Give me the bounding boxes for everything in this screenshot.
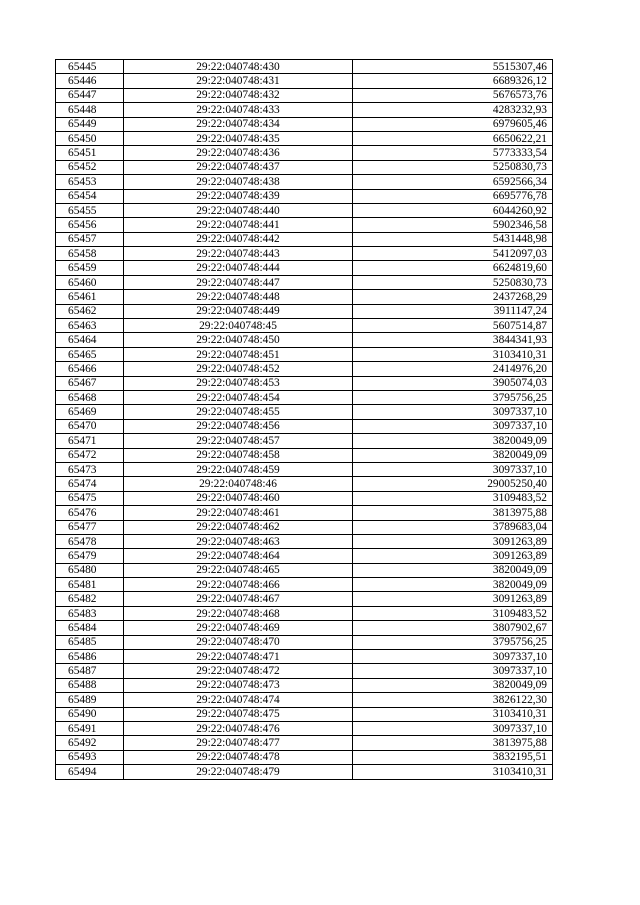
cadastral-value-cell: 5902346,58 <box>353 218 553 232</box>
row-number-cell: 65479 <box>56 549 124 563</box>
cadastral-value-cell: 29005250,40 <box>353 477 553 491</box>
row-number-cell: 65457 <box>56 232 124 246</box>
row-number-cell: 65466 <box>56 362 124 376</box>
table-row <box>56 750 553 764</box>
table-row <box>56 131 553 145</box>
row-number-cell: 65488 <box>56 678 124 692</box>
cadastral-number-cell: 29:22:040748:468 <box>124 606 353 620</box>
cadastral-number-cell: 29:22:040748:478 <box>124 750 353 764</box>
cadastral-number-cell: 29:22:040748:454 <box>124 390 353 404</box>
row-number-cell: 65487 <box>56 664 124 678</box>
cadastral-number-cell: 29:22:040748:45 <box>124 319 353 333</box>
cadastral-number-cell: 29:22:040748:444 <box>124 261 353 275</box>
row-number-cell: 65465 <box>56 347 124 361</box>
table-row <box>56 304 553 318</box>
cadastral-number-cell: 29:22:040748:461 <box>124 506 353 520</box>
cadastral-number-cell: 29:22:040748:456 <box>124 419 353 433</box>
cadastral-number-cell: 29:22:040748:460 <box>124 491 353 505</box>
table-row <box>56 362 553 376</box>
cadastral-number-cell: 29:22:040748:432 <box>124 88 353 102</box>
row-number-cell: 65491 <box>56 721 124 735</box>
row-number-cell: 65454 <box>56 189 124 203</box>
cadastral-number-cell: 29:22:040748:449 <box>124 304 353 318</box>
table-row <box>56 103 553 117</box>
table-body <box>56 60 553 780</box>
table-row <box>56 434 553 448</box>
cadastral-number-cell: 29:22:040748:464 <box>124 549 353 563</box>
cadastral-value-cell: 6689326,12 <box>353 74 553 88</box>
row-number-cell: 65456 <box>56 218 124 232</box>
row-number-cell: 65472 <box>56 448 124 462</box>
row-number-cell: 65468 <box>56 390 124 404</box>
row-number-cell: 65459 <box>56 261 124 275</box>
cadastral-number-cell: 29:22:040748:451 <box>124 347 353 361</box>
row-number-cell: 65460 <box>56 275 124 289</box>
cadastral-value-cell: 3103410,31 <box>353 765 553 779</box>
cadastral-number-cell: 29:22:040748:476 <box>124 721 353 735</box>
cadastral-number-cell: 29:22:040748:459 <box>124 462 353 476</box>
cadastral-value-cell: 3795756,25 <box>353 635 553 649</box>
cadastral-value-cell: 3091263,89 <box>353 534 553 548</box>
cadastral-value-cell: 3820049,09 <box>353 448 553 462</box>
cadastral-value-cell: 3844341,93 <box>353 333 553 347</box>
table-row <box>56 693 553 707</box>
cadastral-value-cell: 5773333,54 <box>353 146 553 160</box>
table-row <box>56 390 553 404</box>
cadastral-number-cell: 29:22:040748:458 <box>124 448 353 462</box>
cadastral-value-cell: 4283232,93 <box>353 103 553 117</box>
table-row <box>56 405 553 419</box>
table-row <box>56 506 553 520</box>
cadastral-number-cell: 29:22:040748:447 <box>124 275 353 289</box>
table-row <box>56 160 553 174</box>
cadastral-number-cell: 29:22:040748:466 <box>124 578 353 592</box>
row-number-cell: 65475 <box>56 491 124 505</box>
cadastral-number-cell: 29:22:040748:442 <box>124 232 353 246</box>
row-number-cell: 65467 <box>56 376 124 390</box>
row-number-cell: 65478 <box>56 534 124 548</box>
cadastral-value-cell: 3097337,10 <box>353 462 553 476</box>
row-number-cell: 65451 <box>56 146 124 160</box>
cadastral-value-cell: 6592566,34 <box>353 175 553 189</box>
cadastral-number-cell: 29:22:040748:473 <box>124 678 353 692</box>
row-number-cell: 65490 <box>56 707 124 721</box>
cadastral-value-cell: 3813975,88 <box>353 736 553 750</box>
cadastral-number-cell: 29:22:040748:450 <box>124 333 353 347</box>
table-row <box>56 60 553 74</box>
row-number-cell: 65452 <box>56 160 124 174</box>
table-row <box>56 563 553 577</box>
table-row <box>56 621 553 635</box>
cadastral-value-cell: 3109483,52 <box>353 491 553 505</box>
table-row <box>56 635 553 649</box>
cadastral-number-cell: 29:22:040748:430 <box>124 60 353 74</box>
cadastral-number-cell: 29:22:040748:467 <box>124 592 353 606</box>
row-number-cell: 65492 <box>56 736 124 750</box>
cadastral-value-cell: 3097337,10 <box>353 721 553 735</box>
cadastral-value-cell: 3091263,89 <box>353 549 553 563</box>
table-row <box>56 146 553 160</box>
cadastral-value-cell: 6650622,21 <box>353 131 553 145</box>
cadastral-value-cell: 3820049,09 <box>353 563 553 577</box>
row-number-cell: 65480 <box>56 563 124 577</box>
row-number-cell: 65449 <box>56 117 124 131</box>
cadastral-value-cell: 3807902,67 <box>353 621 553 635</box>
cadastral-number-cell: 29:22:040748:477 <box>124 736 353 750</box>
row-number-cell: 65485 <box>56 635 124 649</box>
cadastral-number-cell: 29:22:040748:436 <box>124 146 353 160</box>
cadastral-value-cell: 3103410,31 <box>353 707 553 721</box>
table-row <box>56 261 553 275</box>
cadastral-number-cell: 29:22:040748:465 <box>124 563 353 577</box>
cadastral-value-table <box>55 59 553 780</box>
cadastral-value-cell: 5607514,87 <box>353 319 553 333</box>
cadastral-value-cell: 3103410,31 <box>353 347 553 361</box>
cadastral-value-cell: 3813975,88 <box>353 506 553 520</box>
row-number-cell: 65458 <box>56 247 124 261</box>
row-number-cell: 65477 <box>56 520 124 534</box>
table-row <box>56 520 553 534</box>
row-number-cell: 65469 <box>56 405 124 419</box>
cadastral-value-cell: 3820049,09 <box>353 678 553 692</box>
table-row <box>56 419 553 433</box>
cadastral-number-cell: 29:22:040748:46 <box>124 477 353 491</box>
row-number-cell: 65461 <box>56 290 124 304</box>
table-row <box>56 347 553 361</box>
table-row <box>56 117 553 131</box>
cadastral-value-cell: 6695776,78 <box>353 189 553 203</box>
table-row <box>56 477 553 491</box>
row-number-cell: 65455 <box>56 203 124 217</box>
cadastral-value-cell: 5250830,73 <box>353 160 553 174</box>
row-number-cell: 65476 <box>56 506 124 520</box>
table-row <box>56 534 553 548</box>
table-row <box>56 74 553 88</box>
cadastral-number-cell: 29:22:040748:471 <box>124 650 353 664</box>
table-row <box>56 707 553 721</box>
table-row <box>56 678 553 692</box>
cadastral-value-cell: 3091263,89 <box>353 592 553 606</box>
cadastral-value-cell: 5412097,03 <box>353 247 553 261</box>
table-row <box>56 549 553 563</box>
cadastral-value-cell: 5250830,73 <box>353 275 553 289</box>
cadastral-number-cell: 29:22:040748:470 <box>124 635 353 649</box>
cadastral-number-cell: 29:22:040748:452 <box>124 362 353 376</box>
cadastral-value-cell: 3097337,10 <box>353 405 553 419</box>
row-number-cell: 65448 <box>56 103 124 117</box>
row-number-cell: 65482 <box>56 592 124 606</box>
table-row <box>56 203 553 217</box>
cadastral-value-cell: 3820049,09 <box>353 434 553 448</box>
row-number-cell: 65481 <box>56 578 124 592</box>
table-row <box>56 462 553 476</box>
cadastral-number-cell: 29:22:040748:472 <box>124 664 353 678</box>
table-row <box>56 218 553 232</box>
cadastral-value-cell: 3789683,04 <box>353 520 553 534</box>
cadastral-number-cell: 29:22:040748:453 <box>124 376 353 390</box>
cadastral-number-cell: 29:22:040748:440 <box>124 203 353 217</box>
cadastral-value-cell: 5431448,98 <box>353 232 553 246</box>
row-number-cell: 65470 <box>56 419 124 433</box>
cadastral-value-cell: 3097337,10 <box>353 419 553 433</box>
cadastral-value-cell: 2437268,29 <box>353 290 553 304</box>
cadastral-number-cell: 29:22:040748:462 <box>124 520 353 534</box>
table-row <box>56 376 553 390</box>
cadastral-value-cell: 6979605,46 <box>353 117 553 131</box>
table-row <box>56 491 553 505</box>
table-row <box>56 592 553 606</box>
row-number-cell: 65489 <box>56 693 124 707</box>
cadastral-number-cell: 29:22:040748:438 <box>124 175 353 189</box>
row-number-cell: 65445 <box>56 60 124 74</box>
table-row <box>56 247 553 261</box>
cadastral-number-cell: 29:22:040748:437 <box>124 160 353 174</box>
cadastral-value-cell: 5515307,46 <box>353 60 553 74</box>
cadastral-number-cell: 29:22:040748:457 <box>124 434 353 448</box>
table-row <box>56 664 553 678</box>
table-row <box>56 650 553 664</box>
table-row <box>56 736 553 750</box>
cadastral-number-cell: 29:22:040748:439 <box>124 189 353 203</box>
table-row <box>56 319 553 333</box>
cadastral-number-cell: 29:22:040748:441 <box>124 218 353 232</box>
row-number-cell: 65483 <box>56 606 124 620</box>
cadastral-value-cell: 3826122,30 <box>353 693 553 707</box>
row-number-cell: 65450 <box>56 131 124 145</box>
row-number-cell: 65453 <box>56 175 124 189</box>
table-row <box>56 189 553 203</box>
row-number-cell: 65464 <box>56 333 124 347</box>
cadastral-value-cell: 3795756,25 <box>353 390 553 404</box>
cadastral-number-cell: 29:22:040748:443 <box>124 247 353 261</box>
cadastral-number-cell: 29:22:040748:463 <box>124 534 353 548</box>
row-number-cell: 65447 <box>56 88 124 102</box>
cadastral-value-cell: 6044260,92 <box>353 203 553 217</box>
row-number-cell: 65494 <box>56 765 124 779</box>
row-number-cell: 65473 <box>56 462 124 476</box>
table-row <box>56 721 553 735</box>
cadastral-value-cell: 3820049,09 <box>353 578 553 592</box>
table-row <box>56 765 553 779</box>
row-number-cell: 65493 <box>56 750 124 764</box>
row-number-cell: 65474 <box>56 477 124 491</box>
cadastral-number-cell: 29:22:040748:434 <box>124 117 353 131</box>
row-number-cell: 65462 <box>56 304 124 318</box>
cadastral-value-cell: 3911147,24 <box>353 304 553 318</box>
table-row <box>56 175 553 189</box>
row-number-cell: 65446 <box>56 74 124 88</box>
table-row <box>56 606 553 620</box>
table-row <box>56 578 553 592</box>
cadastral-value-cell: 3109483,52 <box>353 606 553 620</box>
row-number-cell: 65471 <box>56 434 124 448</box>
table-row <box>56 88 553 102</box>
table-row <box>56 232 553 246</box>
cadastral-number-cell: 29:22:040748:455 <box>124 405 353 419</box>
cadastral-number-cell: 29:22:040748:469 <box>124 621 353 635</box>
cadastral-number-cell: 29:22:040748:475 <box>124 707 353 721</box>
cadastral-number-cell: 29:22:040748:448 <box>124 290 353 304</box>
cadastral-number-cell: 29:22:040748:435 <box>124 131 353 145</box>
table-row <box>56 275 553 289</box>
cadastral-value-cell: 6624819,60 <box>353 261 553 275</box>
cadastral-number-cell: 29:22:040748:474 <box>124 693 353 707</box>
cadastral-value-cell: 3905074,03 <box>353 376 553 390</box>
cadastral-value-cell: 3097337,10 <box>353 650 553 664</box>
cadastral-value-cell: 3832195,51 <box>353 750 553 764</box>
cadastral-number-cell: 29:22:040748:431 <box>124 74 353 88</box>
row-number-cell: 65486 <box>56 650 124 664</box>
row-number-cell: 65463 <box>56 319 124 333</box>
cadastral-number-cell: 29:22:040748:433 <box>124 103 353 117</box>
row-number-cell: 65484 <box>56 621 124 635</box>
table-row <box>56 448 553 462</box>
table-row <box>56 290 553 304</box>
cadastral-value-cell: 5676573,76 <box>353 88 553 102</box>
cadastral-value-cell: 3097337,10 <box>353 664 553 678</box>
cadastral-value-cell: 2414976,20 <box>353 362 553 376</box>
table-row <box>56 333 553 347</box>
cadastral-number-cell: 29:22:040748:479 <box>124 765 353 779</box>
